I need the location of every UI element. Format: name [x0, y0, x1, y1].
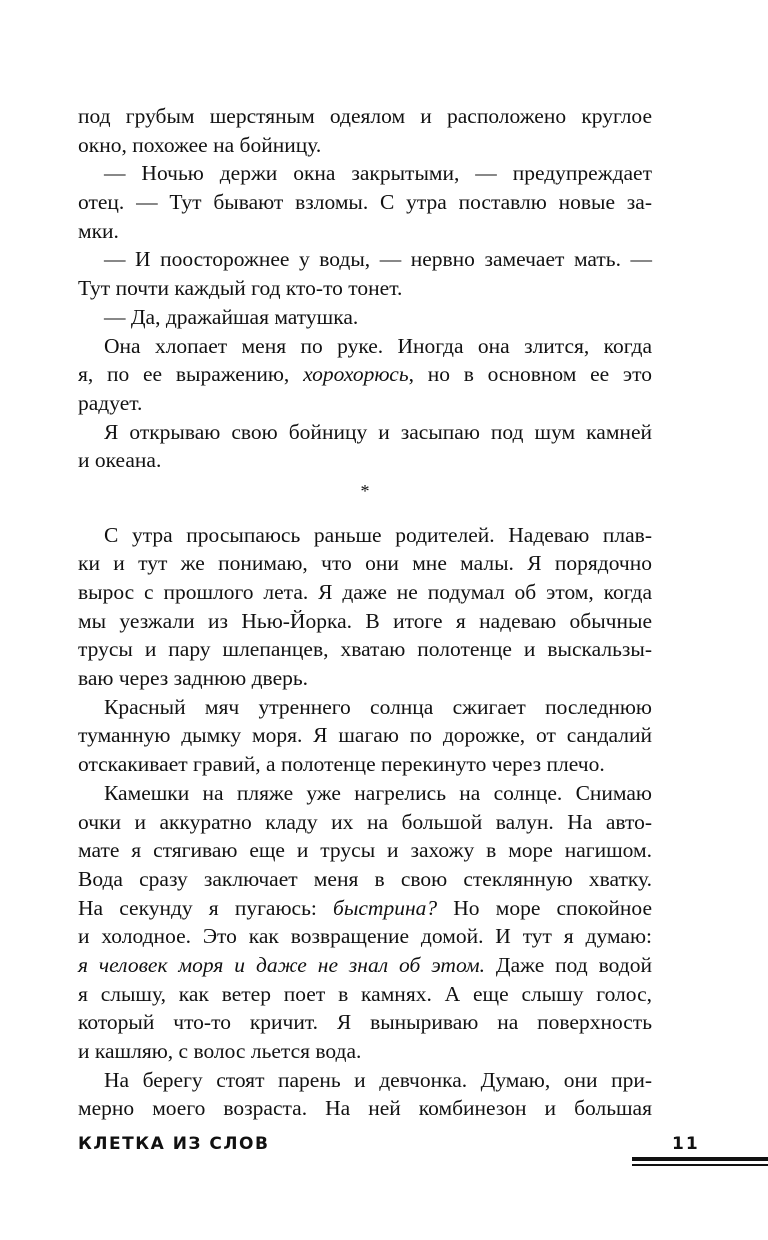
text-line: окно, похожее на бойницу. [78, 132, 322, 157]
footer-rule-thin [632, 1164, 768, 1166]
text-line: Тут почти каждый год кто-то тонет. [78, 276, 403, 301]
text-line: мки. [78, 218, 119, 243]
text-line: Вода сразу заключает меня в свою стеклянную хватку. [78, 866, 652, 891]
text-line: радует. [78, 390, 143, 415]
text-line: я, по ее выражению, хорохорюсь, но в основном ее это [78, 362, 652, 387]
text-line: который что-то кричит. Я выныриваю на поверхность [78, 1010, 652, 1035]
section-separator: * [360, 480, 370, 501]
text-line: трусы и пару шлепанцев, хватаю полотенце и выскальзы- [78, 637, 652, 662]
text-line: ки и тут же понимаю, что они мне малы. Я порядочно [78, 551, 652, 576]
italic-word: быстрина? [333, 895, 438, 920]
text-line: очки и аккуратно кладу их на большой валун. На авто- [78, 809, 652, 834]
text-line: отскакивает гравий, а полотенце перекинуто через плечо. [78, 752, 605, 777]
text-line: отец. — Тут бывают взломы. С утра поставлю новые за- [78, 190, 652, 215]
footer-rule-thick [632, 1157, 768, 1161]
text-line: — Ночью держи окна закрытыми, — предупреждает [104, 161, 652, 186]
text-line: На секунду я пугаюсь: быстрина? Но море спокойное [78, 895, 652, 920]
page-number: 11 [672, 1134, 700, 1154]
text-line: туманную дымку моря. Я шагаю по дорожке, от сандалий [78, 723, 652, 748]
text-line: и холодное. Это как возвращение домой. И тут я думаю: [78, 924, 652, 949]
text-line: мы уезжали из Нью-Йорка. В итоге я надеваю обычные [78, 608, 652, 633]
text-line: Красный мяч утреннего солнца сжигает последнюю [104, 694, 652, 719]
text-line: — Да, дражайшая матушка. [104, 304, 359, 329]
text-line: и океана. [78, 448, 162, 473]
text-line: На берегу стоят парень и девчонка. Думаю, они при- [104, 1067, 652, 1092]
text-line: и кашляю, с волос льется вода. [78, 1039, 362, 1063]
text-line: я человек моря и даже не знал об этом. Даже под водой [78, 952, 652, 977]
body-text [78, 102, 652, 1123]
footer-rule [632, 1157, 768, 1166]
text-line: мате я стягиваю еще и трусы и захожу в море нагишом. [78, 838, 652, 863]
text-line: С утра просыпаюсь раньше родителей. Надеваю плав- [104, 522, 652, 547]
running-footer-title: КЛЕТКА ИЗ СЛОВ [78, 1134, 270, 1154]
text-line: Камешки на пляже уже нагрелись на солнце. Снимаю [104, 780, 652, 805]
text-line: — И поосторожнее у воды, — нервно замечает мать. — [104, 247, 652, 272]
text-line: Она хлопает меня по руке. Иногда она злится, когда [104, 333, 652, 358]
text-line: мерно моего возраста. На ней комбинезон и большая [78, 1096, 652, 1121]
text-line: под грубым шерстяным одеялом и расположено круглое [78, 104, 652, 128]
italic-word: хорохорюсь [303, 362, 409, 387]
text-line: вырос с прошлого лета. Я даже не подумал об этом, когда [78, 580, 652, 604]
text-line: ваю через заднюю дверь. [78, 666, 309, 691]
text-line: я слышу, как ветер поет в камнях. А еще слышу голос, [78, 981, 652, 1006]
text-line: Я открываю свою бойницу и засыпаю под шум камней [104, 419, 652, 444]
italic-phrase: я человек моря и даже не знал об этом. [78, 952, 485, 977]
